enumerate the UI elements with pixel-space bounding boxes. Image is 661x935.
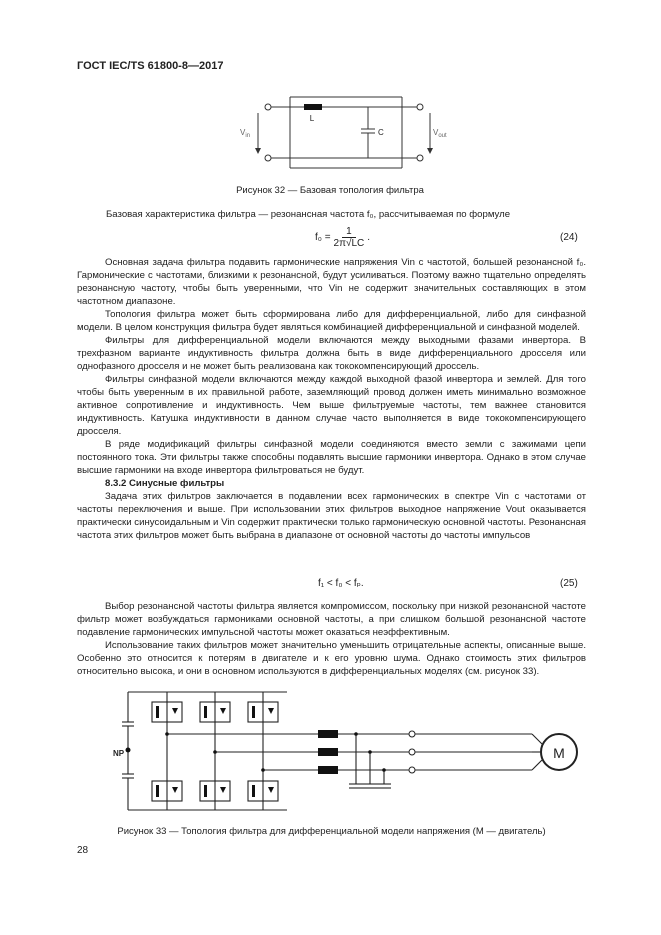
equation-24 xyxy=(315,226,370,249)
eq24-numerator: 1 xyxy=(342,226,356,238)
motor-label: M xyxy=(553,745,565,761)
vout-label: V xyxy=(433,128,439,137)
eq24-denominator: 2π√LC xyxy=(333,238,365,249)
paragraph: Выбор резонансной частоты фильтра является компромиссом, поскольку при низкой резонансной частоте фильтр может возбуждаться гармониками основной частоты, а при слишком большой резонансной частоте подавление гармонических импульсной частоты может оказаться неэффективным. xyxy=(77,601,586,638)
figure-32-caption: Рисунок 32 — Базовая топология фильтра xyxy=(236,185,424,196)
eq24-number: (24) xyxy=(560,232,578,243)
eq25-number: (25) xyxy=(560,578,578,589)
intro-line: Базовая характеристика фильтра — резонансная частота f₀, рассчитываемая по формуле xyxy=(106,209,511,220)
svg-text:Vout: $V_{out}$ xyxy=(433,128,447,139)
eq24-fraction xyxy=(334,226,365,249)
terminal-in-top xyxy=(265,104,271,110)
paragraph: Основная задача фильтра подавить гармонические напряжения Vin с частотой, большей резонансной f₀. Гармонические с частотами, близкими к резонансной, будут усиливаться. Поэтому важно тщательно определять резонансную частоту, чтобы быть уверенными, что Vin не содержит значительных составляющих в этом частотном диапазоне. xyxy=(77,257,586,307)
eq24-lhs: f₀ = xyxy=(315,232,331,243)
terminal-in-bottom xyxy=(265,155,271,161)
inductor-label: L xyxy=(309,114,315,123)
section-heading: 8.3.2 Синусные фильтры xyxy=(105,478,225,489)
inductor-symbol xyxy=(304,104,322,110)
paragraph: Топология фильтра может быть сформирована либо для дифференциальной, либо для синфазной модели. В целом конструкция фильтра будет являться комбинацией дифференциальной и синфазной моделей. xyxy=(77,309,586,333)
paragraph-sine-filters: Задача этих фильтров заключается в подавлении всех гармонических в спектре Vin с частотами от частоты переключения и выше. При использовании этих фильтров выходное напряжение Vout оказывается практически синусоидальным и Vin содержит практически только гармоническую основной частоты. Резонансная частота этих фильтров может быть выбрана в диапазоне от основной частоты до частоты импульсов xyxy=(77,491,586,541)
vin-label: V xyxy=(240,128,246,137)
figure-32-basic-filter-topology xyxy=(230,88,450,173)
terminal-out-top xyxy=(417,104,423,110)
paragraph-block-1 xyxy=(77,256,586,542)
capacitor-label: C xyxy=(378,128,384,137)
paragraph: В ряде модификаций фильтры синфазной модели соединяются вместо земли с зажимами цепи постоянного тока. Эти фильтры также способны подавлять высшие гармоники инвертора. Однако в этом случае высшие гармоники на входе инвертора фильтроваться не будут. xyxy=(77,439,586,476)
document-header: ГОСТ IEC/TS 61800-8—2017 xyxy=(77,60,224,72)
terminal-out-bottom xyxy=(417,155,423,161)
np-label: NP xyxy=(113,749,125,758)
paragraph: Фильтры синфазной модели включаются между каждой выходной фазой инвертора и землей. Для того чтобы быть уверенным в их правильной работе, заземляющий провод должен иметь минимально возможное активное сопротивление и индуктивность. Чем выше фильтруемые частоты, тем важнее становится индуктивность. Катушка индуктивности в данном случае часто выполняется в виде тококомпенсирующего дросселя. xyxy=(77,374,586,437)
page-number: 28 xyxy=(77,845,89,856)
equation-25: f₁ < f₀ < fₚ. xyxy=(318,578,364,589)
figure-33-differential-filter-topology xyxy=(112,686,582,818)
svg-text:Vin: $V_{in}$ xyxy=(240,128,251,139)
eq24-tail: . xyxy=(367,232,371,243)
paragraph-block-2 xyxy=(77,600,586,678)
figure-33-caption: Рисунок 33 — Топология фильтра для дифференциальной модели напряжения (M — двигатель) xyxy=(117,826,546,837)
paragraph: Использование таких фильтров может значительно уменьшить отрицательные аспекты, описанные выше. Особенно это относится к потерям в двигателе и к его уровню шума. Однако стоимость этих фильтров относительно высока, и они в основном используются в дифференциальных моделях (см. рисунок 33). xyxy=(77,640,586,677)
paragraph: Фильтры для дифференциальной модели включаются между выходными фазами инвертора. В трехфазном варианте индуктивность фильтра должна быть в виде дифференциального дросселя или однофазного дросселя и не может быть реализована как тококомпенсирующий дроссель. xyxy=(77,335,586,372)
